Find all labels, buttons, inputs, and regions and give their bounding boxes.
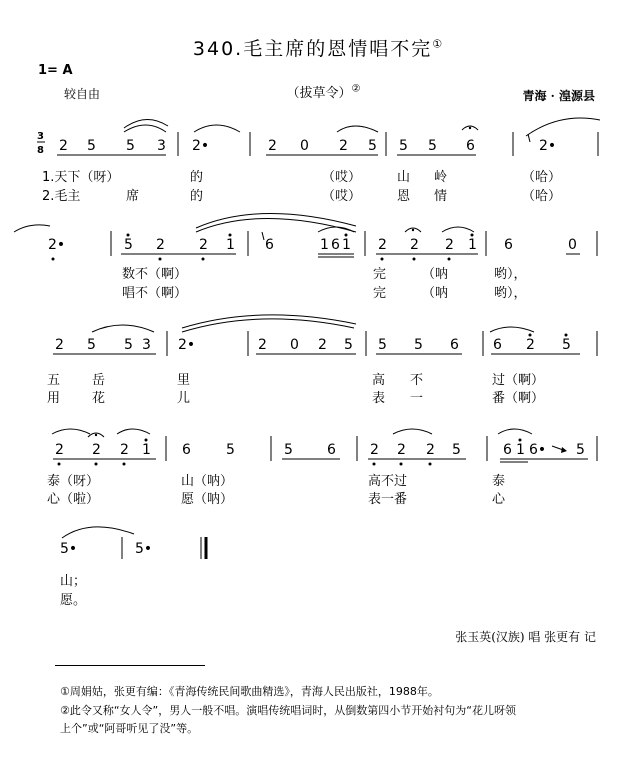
note: 5	[414, 337, 423, 353]
note: 2	[55, 337, 64, 353]
note: 2	[318, 337, 327, 353]
note: 0	[300, 138, 309, 154]
lyric: 表一番	[368, 492, 408, 507]
lyric: 表	[372, 391, 386, 406]
barlines	[178, 132, 598, 156]
lyric: 山；	[60, 574, 87, 589]
lyric: 哟），	[494, 267, 527, 282]
note: 1	[320, 237, 329, 253]
note: 1	[226, 237, 235, 253]
note: 2	[410, 237, 419, 253]
note: 6	[265, 237, 274, 253]
lyric: （哎）	[322, 170, 362, 185]
lyric: 高不过	[368, 474, 408, 489]
score-system-3	[53, 315, 597, 356]
note: 3	[142, 337, 151, 353]
lyric: 数不（啊）	[122, 267, 188, 282]
note: 5	[576, 442, 585, 458]
note: 2	[378, 237, 387, 253]
lyric: 2.毛主	[42, 189, 81, 204]
lyric: 的	[190, 189, 204, 204]
lyric: 花	[92, 391, 106, 406]
note: 1	[142, 442, 151, 458]
slur	[62, 527, 134, 538]
lyric: 用	[47, 391, 61, 406]
lyric: （哈）	[522, 170, 562, 185]
note: 2	[55, 442, 64, 458]
lyric: 泰（呀）	[47, 474, 100, 489]
time-signature-top: 3	[37, 131, 44, 142]
note: 5	[126, 138, 135, 154]
title-footnote-mark: ①	[432, 37, 445, 51]
song-subtitle: （拔草令）②	[286, 83, 361, 101]
underlines	[53, 459, 588, 462]
note: 5	[124, 237, 133, 253]
score-system-2	[14, 213, 597, 260]
lyric: 1.天下（呀）	[42, 170, 120, 185]
score-lyrics-5	[60, 574, 86, 608]
lyric: 不	[410, 373, 424, 388]
note: 6	[503, 442, 512, 458]
note: 2•	[192, 138, 210, 154]
score-lyrics-4	[47, 473, 506, 507]
lyric: （呐	[422, 267, 449, 282]
note: 2	[445, 237, 454, 253]
song-title: 340.毛主席的恩情唱不完①	[192, 37, 445, 60]
lyric: 心（啦）	[47, 492, 100, 507]
lyric: 里	[177, 373, 191, 388]
note: 2	[339, 138, 348, 154]
score-system-4	[52, 429, 597, 466]
note: 2	[120, 442, 129, 458]
lyric: 心	[492, 492, 506, 507]
note: 2	[397, 442, 406, 458]
note: 2	[268, 138, 277, 154]
lyric: （哈）	[522, 189, 562, 204]
note: 2	[199, 237, 208, 253]
note: 0	[290, 337, 299, 353]
note: 1	[468, 237, 477, 253]
lyric: 的	[190, 170, 204, 185]
note: 2•	[539, 138, 557, 154]
lyric: 岭	[434, 170, 448, 185]
footnote-2: ②此令又称“女人令”，男人一般不唱。演唱传统唱词时，从倒数第四小节开始衬句为“花儿呀领	[60, 704, 516, 717]
footnote-1: ①周娟姑，张更有编：《青海传统民间歌曲精选》，青海人民出版社，1988年。	[60, 685, 439, 698]
note: 5	[368, 138, 377, 154]
note: 6	[493, 337, 502, 353]
note: 2	[156, 237, 165, 253]
note: 2	[59, 138, 68, 154]
slurs	[92, 315, 534, 332]
note: 5	[87, 138, 96, 154]
tempo-marking: 较自由	[64, 87, 101, 101]
grace-mark-icon	[528, 134, 530, 142]
footnote-divider	[55, 665, 205, 666]
lyric: 过（啊）	[492, 373, 545, 388]
note: 6•	[529, 442, 547, 458]
lyric: （哎）	[322, 189, 362, 204]
grace-mark-icon	[262, 232, 264, 240]
key-signature: 1= A	[38, 63, 73, 78]
note: 6	[504, 237, 513, 253]
lyric: 五	[47, 373, 61, 388]
note: 2•	[178, 337, 196, 353]
note: 2	[526, 337, 535, 353]
lyric: 泰	[492, 474, 506, 489]
score-system-5	[60, 527, 206, 559]
note: 5	[428, 138, 437, 154]
lyric: 番（啊）	[492, 391, 545, 406]
lyric: 一	[410, 391, 424, 406]
footnote-2-continued: 上个”或“阿哥听见了没”等。	[60, 722, 199, 735]
note: 2	[92, 442, 101, 458]
note: 5	[87, 337, 96, 353]
note: 6	[327, 442, 336, 458]
lyric: 哟），	[494, 286, 527, 301]
time-signature-bottom: 8	[37, 145, 44, 156]
note: 5	[284, 442, 293, 458]
note: 2	[370, 442, 379, 458]
note: 5	[399, 138, 408, 154]
lyric: 岳	[92, 373, 106, 388]
lyric: 席	[126, 189, 140, 204]
note: 1	[342, 237, 351, 253]
score-lyrics-1	[42, 169, 561, 204]
lyric: 山（呐）	[181, 474, 234, 489]
lyric: 恩	[397, 189, 411, 204]
lyric: 完	[373, 267, 387, 282]
lyric: （呐	[422, 286, 449, 301]
score-lyrics-3	[47, 372, 544, 406]
note: 5	[452, 442, 461, 458]
song-region: 青海 · 湟源县	[522, 89, 595, 103]
note: 5	[124, 337, 133, 353]
lyric: 愿（呐）	[181, 492, 234, 507]
note: 1	[516, 442, 525, 458]
note: 2•	[48, 237, 66, 253]
slurs	[14, 213, 474, 232]
score-system-1	[37, 118, 600, 156]
note: 0	[568, 237, 577, 253]
note: 5	[562, 337, 571, 353]
note: 6	[331, 237, 340, 253]
lyric: 愿。	[60, 593, 87, 608]
slurs	[124, 118, 600, 136]
score-lyrics-2	[122, 266, 527, 301]
note: 2	[426, 442, 435, 458]
note: 6	[466, 138, 475, 154]
lyric: 山	[397, 170, 411, 185]
lyric: 完	[373, 286, 387, 301]
lyric: 情	[434, 189, 448, 204]
slurs	[52, 429, 532, 434]
underlines	[121, 254, 580, 257]
lyric: 高	[372, 373, 386, 388]
note: 2	[258, 337, 267, 353]
note: 5	[226, 442, 235, 458]
note: 6	[182, 442, 191, 458]
note: 3	[157, 138, 166, 154]
lyric: 唱不（啊）	[122, 286, 188, 301]
performer-credit: 张玉英(汉族) 唱 张更有 记	[455, 630, 596, 644]
note: 5•	[135, 541, 153, 557]
note: 5	[378, 337, 387, 353]
subtitle-footnote-mark: ②	[351, 83, 361, 95]
lyric: 儿	[177, 391, 191, 406]
note: 5	[344, 337, 353, 353]
barlines	[111, 231, 597, 256]
note: 5•	[60, 541, 78, 557]
note: 6	[450, 337, 459, 353]
